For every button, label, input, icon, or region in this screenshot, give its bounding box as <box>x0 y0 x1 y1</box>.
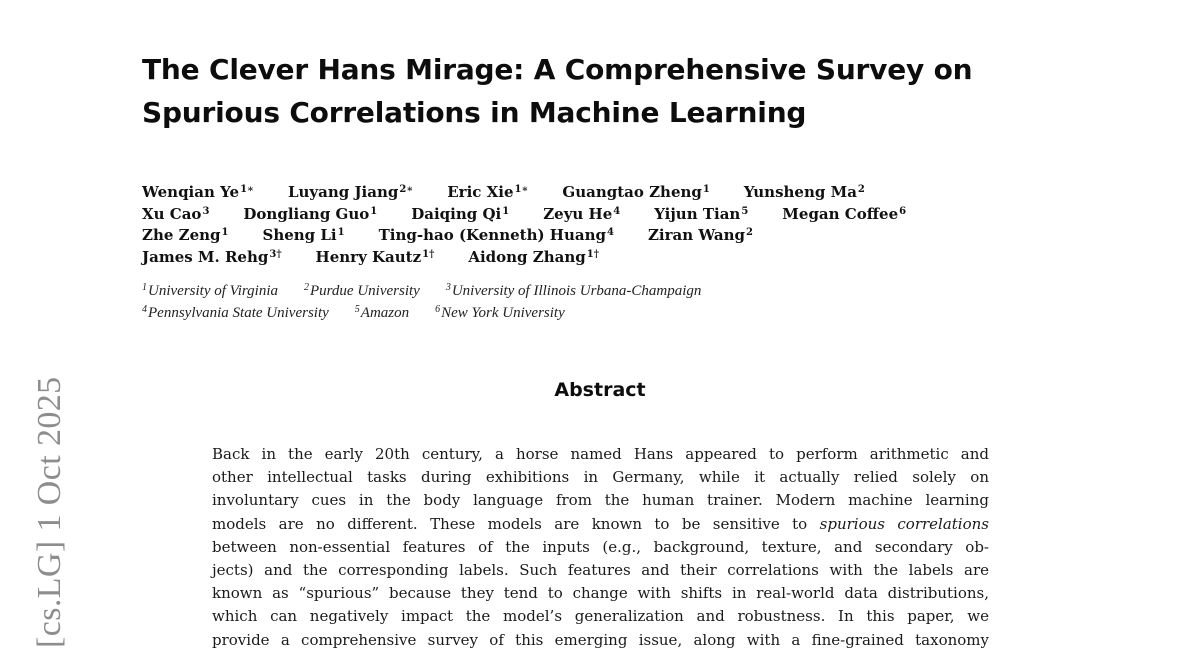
affiliation <box>446 281 702 303</box>
author-name-text: Xu Cao <box>142 204 202 223</box>
affiliation-name: Amazon <box>360 304 410 321</box>
author-affiliation-marker: 3† <box>269 248 282 260</box>
author-name <box>262 225 344 247</box>
arxiv-identifier-stamp: [cs.LG] 1 Oct 2025 <box>31 376 68 648</box>
author-affiliation-marker: 1† <box>586 248 599 260</box>
author-name <box>142 247 282 269</box>
affiliation-marker: 5 <box>354 303 360 315</box>
abstract-line: Back in the early 20th century, a horse named Hans appeared to perform arithmetic and <box>212 445 989 463</box>
author-name <box>744 182 865 204</box>
author-name-text: James M. Rehg <box>142 247 269 266</box>
author-name-text: Yijun Tian <box>654 204 741 223</box>
author-name-text: Luyang Jiang <box>287 183 399 201</box>
paper-title <box>142 48 1042 134</box>
author-name <box>411 204 509 226</box>
affiliation-line <box>142 281 1042 303</box>
author-name-text: Wenqian Ye <box>142 183 240 201</box>
affiliation-name: New York University <box>441 304 565 321</box>
author-affiliation-marker: 3 <box>202 205 210 217</box>
author-name-text: Aidong Zhang <box>468 247 586 266</box>
affiliation <box>142 281 278 303</box>
author-name <box>468 247 599 269</box>
author-affiliation-marker: 4 <box>613 205 621 217</box>
author-affiliation-marker: 1∗ <box>240 184 254 195</box>
author-name <box>142 204 209 226</box>
author-name-text: Zeyu He <box>543 204 613 223</box>
affiliation-line <box>142 303 1042 325</box>
author-name-text: Ting-hao (Kenneth) Huang <box>378 226 606 244</box>
affiliation-list <box>142 281 1042 324</box>
author-affiliation-marker: 2∗ <box>399 184 414 195</box>
title-line-2: Spurious Correlations in Machine Learning <box>142 96 807 129</box>
affiliation-name: University of Illinois Urbana-Champaign <box>451 283 702 299</box>
author-line <box>142 204 1042 226</box>
abstract-body <box>212 443 989 652</box>
author-line <box>142 182 1042 204</box>
abstract-line: between non-essential features of the inputs (e.g., background, texture, and secondary ob- <box>212 537 989 556</box>
affiliation-marker: 2 <box>303 282 309 293</box>
abstract-line <box>212 513 989 536</box>
author-name-text: Dongliang Guo <box>243 204 370 223</box>
affiliation-name: Purdue University <box>309 283 420 299</box>
author-name <box>654 204 748 226</box>
author-affiliation-marker: 1 <box>502 205 510 217</box>
author-name <box>288 182 413 204</box>
abstract-line: involuntary cues in the body language from the human trainer. Modern machine learning <box>212 491 989 510</box>
abstract-line: known as “spurious” because they tend to change with shifts in real-world data distributions, <box>212 584 989 603</box>
author-name-text: Ziran Wang <box>647 226 746 244</box>
author-affiliation-marker: 1 <box>370 205 378 217</box>
author-affiliation-marker: 6 <box>899 205 907 217</box>
author-affiliation-marker: 5 <box>741 205 749 217</box>
affiliation <box>304 281 420 303</box>
author-name-text: Megan Coffee <box>782 204 899 223</box>
abstract-line-text: models are no different. These models are known to be sensitive to <box>212 514 820 533</box>
abstract-line: provide a comprehensive survey of this emerging issue, along with a fine-grained taxonomy <box>212 630 989 649</box>
abstract-line: jects) and the corresponding labels. Such features and their correlations with the labels are <box>212 561 989 580</box>
affiliation <box>142 303 329 325</box>
author-affiliation-marker: 1† <box>422 248 435 260</box>
author-name <box>243 204 377 226</box>
author-name <box>543 204 620 226</box>
author-line <box>142 247 1042 269</box>
affiliation-marker: 4 <box>142 303 147 315</box>
author-name-text: Yunsheng Ma <box>743 183 857 201</box>
author-affiliation-marker: 1∗ <box>514 184 529 195</box>
affiliation-name: Pennsylvania State University <box>148 304 329 321</box>
abstract-heading: Abstract <box>554 379 646 401</box>
author-name-text: Daiqing Qi <box>411 204 502 223</box>
author-name <box>316 247 435 269</box>
author-affiliation-marker: 1 <box>337 227 345 238</box>
affiliation-marker: 3 <box>445 282 451 293</box>
author-line <box>142 225 1042 247</box>
title-line-1: The Clever Hans Mirage: A Comprehensive Survey on <box>142 53 973 86</box>
author-name <box>142 182 254 204</box>
author-name <box>447 182 528 204</box>
author-name <box>562 182 709 204</box>
author-affiliation-marker: 2 <box>857 184 865 195</box>
author-affiliation-marker: 1 <box>702 184 710 195</box>
affiliation-marker: 1 <box>142 282 147 293</box>
author-affiliation-marker: 2 <box>746 227 753 238</box>
author-affiliation-marker: 4 <box>607 227 614 238</box>
author-name <box>648 225 753 247</box>
affiliation-marker: 6 <box>435 303 441 315</box>
affiliation <box>435 303 565 325</box>
abstract-italic-phrase: spurious correlations <box>819 514 989 533</box>
author-name-text: Sheng Li <box>262 226 337 244</box>
author-list <box>142 182 1042 268</box>
author-affiliation-marker: 1 <box>221 227 229 238</box>
author-name-text: Guangtao Zheng <box>562 183 702 201</box>
author-name-text: Eric Xie <box>447 183 514 201</box>
author-name <box>782 204 906 226</box>
author-name-text: Zhe Zeng <box>142 226 221 244</box>
abstract-line: which can negatively impact the model’s generalization and robustness. In this paper, we <box>212 607 989 626</box>
affiliation <box>355 303 409 325</box>
affiliation-name: University of Virginia <box>148 283 278 299</box>
author-name <box>142 225 228 247</box>
abstract-line: other intellectual tasks during exhibitions in Germany, while it actually relied solely on <box>212 468 989 487</box>
author-name <box>379 225 614 247</box>
author-name-text: Henry Kautz <box>315 247 422 266</box>
